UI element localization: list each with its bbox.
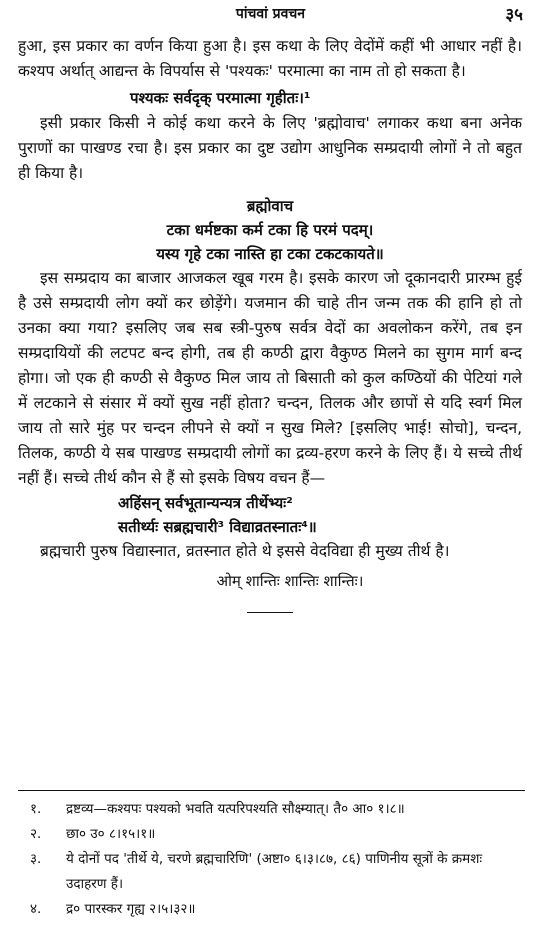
verse-line-2: यस्य गृहे टका नास्ति हा टका टकटकायते॥ bbox=[156, 245, 384, 263]
footnote-text: ये दोनों पद 'तीर्थे ये, चरणे ब्रह्मचारिणि' (अष्टा० ६।३।८७, ८६) पाणिनीय सूत्रों के क्रमशः उदाहरण हैं। bbox=[66, 851, 483, 892]
page-number: ३५ bbox=[505, 5, 523, 25]
running-title: पांचवां प्रवचन bbox=[235, 6, 306, 22]
closing-line: ओम् शान्तिः शान्तिः शान्तिः। bbox=[216, 572, 364, 590]
paragraph-2: इसी प्रकार किसी ने कोई कथा करने के लिए 'ब्रह्मोवाच' लगाकर कथा बना अनेक पुराणों का पाखण्ड रचा है। इस प्रकार का दुष्ट उद्योग आधुनिक सम्प्रदायी लोगों ने तो बहुत ही किया है। bbox=[18, 114, 522, 182]
verse2-line-1: अहिंसन् सर्वभूतान्यन्यत्र तीर्थेभ्यः² bbox=[118, 494, 293, 512]
footnote-text: द्र० पारस्कर गृह्य २।५।३२॥ bbox=[66, 901, 196, 917]
footnote-text: द्रष्टव्य—कश्यपः पश्यको भवति यत्परिपश्यति सौक्ष्म्यात्। तै० आ० १।८॥ bbox=[66, 801, 405, 817]
paragraph-3: इस सम्प्रदाय का बाजार आजकल खूब गरम है। इसके कारण जो दूकानदारी प्रारम्भ हुई है उसे सम्प्रदायी लोग क्यों कर छोड़ेंगे। यजमान की चाहे तीन जन्म तक की हानि हो तो उनका क्या गया? इसलिए जब सब स्त्री-पुरुष सर्वत्र वेदों का अवलोकन करेंगे, तब इन सम्प्रदायियों की लटपट बन्द होगी, तब ही कण्ठी द्वारा वैकुण्ठ मिलने का सुगम मार्ग बन्द होगा। जो एक ही कण्ठी से वैकुण्ठ मिल जाय तो बिसाती को कुल कण्ठियों की पेटियां गले में लटकाने से संसार में क्यों सुख नहीं होता? चन्दन, तिलक और छापों से यदि स्वर्ग मिल जाय तो सारे मुंह पर चन्दन लीपने से क्यों न सुख मिले? [इसलिए भाई! सोचो], चन्दन, तिलक, कण्ठी ये सब पाखण्ड सम्प्रदायी लोगों का द्रव्य-हरण करने के लिए हैं। ये सच्चे तीर्थ नहीं हैं। सच्चे तीर्थ कौन से हैं सो इसके विषय वचन हैं— bbox=[18, 269, 522, 487]
footnote-text: छा० उ० ८।१५।१॥ bbox=[66, 826, 156, 842]
footnote-number: ४. bbox=[30, 901, 42, 917]
page-body bbox=[18, 34, 522, 613]
footnote-number: १. bbox=[30, 801, 42, 817]
verse-heading: ब्रह्मोवाच bbox=[246, 197, 294, 215]
footnote-number: २. bbox=[30, 826, 42, 842]
quotation-pashyaka: पश्यकः सर्वदृक् परमात्मा गृहीतः।¹ bbox=[130, 89, 311, 107]
section-divider bbox=[247, 612, 293, 613]
footnote-rule bbox=[18, 790, 525, 791]
verse-line-1: टका धर्मष्टका कर्म टका हि परमं पदम्। bbox=[166, 221, 374, 239]
footnote-number: ३. bbox=[30, 851, 42, 867]
verse2-line-2: सतीर्थ्यः सब्रह्मचारी³ विद्याव्रतस्नातः⁴॥ bbox=[118, 518, 317, 536]
footnote-3 bbox=[0, 847, 541, 897]
footnote-4 bbox=[0, 897, 541, 922]
footnote-2 bbox=[0, 822, 541, 847]
paragraph-1: हुआ, इस प्रकार का वर्णन किया हुआ है। इस कथा के लिए वेदोंमें कहीं भी आधार नहीं है। कश्यप अर्थात् आद्यन्त के विपर्यास से 'पश्यकः' परमात्मा का नाम तो हो सकता है। bbox=[18, 37, 522, 80]
footnotes bbox=[0, 790, 541, 922]
footnote-1 bbox=[0, 797, 541, 822]
page-header bbox=[0, 4, 541, 26]
paragraph-4: ब्रह्मचारी पुरुष विद्यास्नात, व्रतस्नात होते थे इससे वेदविद्या ही मुख्य तीर्थ है। bbox=[40, 542, 450, 560]
